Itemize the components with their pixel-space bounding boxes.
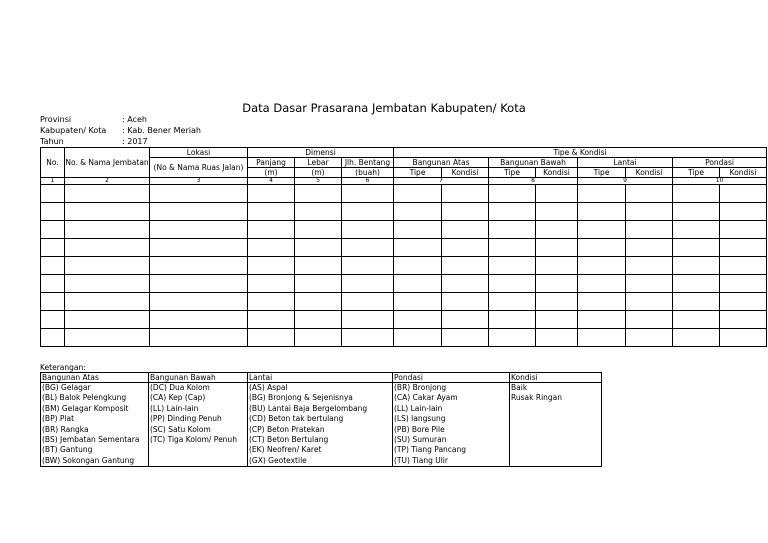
table-header-row bbox=[41, 148, 767, 158]
col-header-panjang-unit: (m) bbox=[248, 168, 295, 178]
table-cell bbox=[394, 203, 442, 221]
table-cell bbox=[578, 221, 626, 239]
meta-label: Tahun bbox=[40, 137, 64, 146]
table-cell bbox=[65, 329, 150, 347]
table-body bbox=[41, 185, 767, 347]
legend-lantai bbox=[248, 383, 393, 467]
legend-header: Bangunan Bawah bbox=[149, 373, 248, 383]
table-cell bbox=[536, 275, 578, 293]
table-row bbox=[41, 293, 767, 311]
table-cell bbox=[342, 239, 394, 257]
legend-item: (AS) Aspal bbox=[249, 383, 288, 392]
table-cell bbox=[65, 221, 150, 239]
col-header-kondisi: Kondisi bbox=[626, 168, 673, 178]
table-cell bbox=[394, 311, 442, 329]
table-cell bbox=[673, 185, 720, 203]
legend-item: (CA) Cakar Ayam bbox=[394, 393, 458, 403]
legend-item: (PB) Bore Pile bbox=[394, 424, 445, 434]
legend-item: (SC) Satu Kolom bbox=[150, 424, 211, 434]
keterangan-label: Keterangan: bbox=[40, 363, 86, 372]
table-cell bbox=[342, 329, 394, 347]
table-cell bbox=[578, 275, 626, 293]
table-cell bbox=[342, 293, 394, 311]
legend-item: (BS) Jembatan Sementara bbox=[42, 435, 140, 445]
table-cell bbox=[41, 221, 65, 239]
table-cell bbox=[41, 257, 65, 275]
table-cell bbox=[626, 275, 673, 293]
table-cell bbox=[673, 257, 720, 275]
table-cell bbox=[720, 221, 767, 239]
table-cell bbox=[394, 293, 442, 311]
table-row bbox=[41, 239, 767, 257]
table-cell bbox=[626, 329, 673, 347]
table-cell bbox=[41, 185, 65, 203]
col-header-pondasi: Pondasi bbox=[673, 158, 767, 168]
col-header-tipe: Tipe bbox=[578, 168, 626, 178]
meta-label: Kabupaten/ Kota bbox=[40, 126, 107, 135]
table-cell bbox=[41, 311, 65, 329]
table-row bbox=[41, 329, 767, 347]
legend-item: (SU) Sumuran bbox=[394, 435, 447, 445]
table-cell bbox=[150, 311, 248, 329]
legend-pondasi bbox=[393, 383, 510, 467]
table-cell bbox=[442, 329, 489, 347]
legend-item: (GX) Geotextile bbox=[249, 455, 307, 465]
table-cell bbox=[536, 329, 578, 347]
table-cell bbox=[673, 293, 720, 311]
table-row bbox=[41, 221, 767, 239]
legend-item: (TP) Tiang Pancang bbox=[394, 445, 467, 455]
legend-item: (PP) Dinding Penuh bbox=[150, 414, 222, 424]
table-cell bbox=[65, 257, 150, 275]
table-cell bbox=[673, 203, 720, 221]
table-cell bbox=[248, 293, 295, 311]
table-cell bbox=[536, 257, 578, 275]
table-cell bbox=[489, 275, 536, 293]
table-cell bbox=[489, 185, 536, 203]
legend-item: (TC) Tiga Kolom/ Penuh bbox=[150, 435, 237, 445]
table-cell bbox=[295, 257, 342, 275]
legend-item: (BP) Plat bbox=[42, 414, 75, 424]
col-header-bangunan-bawah: Bangunan Bawah bbox=[489, 158, 578, 168]
col-number: 7 bbox=[394, 178, 489, 185]
table-cell bbox=[673, 239, 720, 257]
meta-row-provinsi bbox=[40, 114, 201, 125]
table-cell bbox=[442, 239, 489, 257]
table-cell bbox=[720, 311, 767, 329]
table-row bbox=[41, 311, 767, 329]
legend-item: (CD) Beton tak bertulang bbox=[249, 414, 344, 424]
table-cell bbox=[720, 275, 767, 293]
table-cell bbox=[673, 275, 720, 293]
table-cell bbox=[442, 203, 489, 221]
table-cell bbox=[489, 221, 536, 239]
legend-item: (BM) Gelagar Komposit bbox=[42, 403, 129, 413]
table-cell bbox=[442, 293, 489, 311]
table-cell bbox=[342, 221, 394, 239]
table-cell bbox=[720, 257, 767, 275]
legend-body-row bbox=[41, 383, 602, 467]
table-cell bbox=[65, 293, 150, 311]
col-header-tipe-kondisi: Tipe & Kondisi bbox=[394, 148, 767, 158]
col-number: 5 bbox=[295, 178, 342, 185]
table-cell bbox=[342, 185, 394, 203]
table-cell bbox=[536, 185, 578, 203]
table-cell bbox=[442, 311, 489, 329]
col-number: 6 bbox=[342, 178, 394, 185]
table-cell bbox=[626, 185, 673, 203]
meta-row-kabupaten bbox=[40, 125, 201, 136]
meta-row-tahun bbox=[40, 136, 201, 147]
table-cell bbox=[295, 185, 342, 203]
table-cell bbox=[442, 221, 489, 239]
legend-item: (BU) Lantai Baja Bergelombang bbox=[249, 403, 368, 413]
table-cell bbox=[41, 239, 65, 257]
table-cell bbox=[150, 329, 248, 347]
table-cell bbox=[342, 311, 394, 329]
table-cell bbox=[41, 293, 65, 311]
legend-item: (BW) Sokongan Gantung bbox=[42, 455, 135, 465]
table-cell bbox=[489, 257, 536, 275]
table-cell bbox=[295, 275, 342, 293]
table-cell bbox=[626, 221, 673, 239]
col-header-lebar: Lebar bbox=[295, 158, 342, 168]
meta-label: Provinsi bbox=[40, 115, 72, 124]
col-header-bangunan-atas: Bangunan Atas bbox=[394, 158, 489, 168]
col-header-panjang: Panjang bbox=[248, 158, 295, 168]
table-cell bbox=[442, 275, 489, 293]
table-cell bbox=[394, 221, 442, 239]
table-cell bbox=[394, 329, 442, 347]
legend-bangunan-atas bbox=[41, 383, 149, 467]
table-cell bbox=[720, 203, 767, 221]
table-cell bbox=[626, 203, 673, 221]
table-cell bbox=[489, 329, 536, 347]
legend-item: (CT) Beton Bertulang bbox=[249, 435, 329, 445]
table-cell bbox=[248, 257, 295, 275]
table-cell bbox=[150, 221, 248, 239]
table-cell bbox=[626, 293, 673, 311]
column-number-row bbox=[41, 178, 767, 185]
table-cell bbox=[720, 329, 767, 347]
col-header-lokasi: Lokasi bbox=[150, 148, 248, 158]
table-cell bbox=[65, 185, 150, 203]
table-cell bbox=[342, 275, 394, 293]
col-number: 8 bbox=[489, 178, 578, 185]
col-header-lokasi-sub: (No & Nama Ruas Jalan) bbox=[150, 158, 248, 178]
col-header-tipe: Tipe bbox=[489, 168, 536, 178]
table-cell bbox=[65, 275, 150, 293]
legend-header-row bbox=[41, 373, 602, 383]
table-cell bbox=[342, 203, 394, 221]
bridge-data-table bbox=[40, 147, 767, 347]
legend-item: (BT) Gantung bbox=[42, 445, 93, 455]
legend-item: (BL) Balok Pelengkung bbox=[42, 393, 127, 403]
meta-info bbox=[40, 114, 201, 147]
col-header-nama-jembatan: No. & Nama Jembatan bbox=[65, 148, 150, 178]
legend-item: (BG) Bronjong & Sejenisnya bbox=[249, 393, 353, 403]
meta-value: : Aceh bbox=[122, 115, 147, 124]
col-number: 10 bbox=[673, 178, 767, 185]
col-header-bentang-unit: (buah) bbox=[342, 168, 394, 178]
table-cell bbox=[626, 257, 673, 275]
table-cell bbox=[626, 311, 673, 329]
table-cell bbox=[394, 275, 442, 293]
table-cell bbox=[394, 257, 442, 275]
table-cell bbox=[342, 257, 394, 275]
table-cell bbox=[578, 185, 626, 203]
table-cell bbox=[150, 293, 248, 311]
legend-bangunan-bawah bbox=[149, 383, 248, 467]
col-number: 9 bbox=[578, 178, 673, 185]
table-cell bbox=[394, 239, 442, 257]
table-cell bbox=[150, 257, 248, 275]
col-number: 3 bbox=[150, 178, 248, 185]
table-cell bbox=[536, 293, 578, 311]
col-number: 2 bbox=[65, 178, 150, 185]
legend-item: (BR) Bronjong bbox=[394, 383, 447, 392]
legend-item: (LL) Lain-lain bbox=[150, 403, 199, 413]
table-cell bbox=[673, 329, 720, 347]
table-cell bbox=[536, 239, 578, 257]
table-header-row bbox=[41, 158, 767, 168]
legend-header: Bangunan Atas bbox=[41, 373, 149, 383]
legend-header: Kondisi bbox=[510, 373, 602, 383]
table-cell bbox=[626, 239, 673, 257]
table-cell bbox=[41, 275, 65, 293]
legend-header: Lantai bbox=[248, 373, 393, 383]
table-cell bbox=[295, 293, 342, 311]
table-cell bbox=[65, 311, 150, 329]
table-row bbox=[41, 257, 767, 275]
page-title: Data Dasar Prasarana Jembatan Kabupaten/ Kota bbox=[242, 101, 526, 115]
table-cell bbox=[248, 185, 295, 203]
table-row bbox=[41, 185, 767, 203]
table-cell bbox=[295, 221, 342, 239]
table-cell bbox=[442, 257, 489, 275]
table-cell bbox=[536, 221, 578, 239]
table-cell bbox=[578, 311, 626, 329]
meta-value: : 2017 bbox=[122, 137, 148, 146]
col-header-kondisi: Kondisi bbox=[536, 168, 578, 178]
legend-kondisi bbox=[510, 383, 602, 467]
table-cell bbox=[65, 203, 150, 221]
meta-value: : Kab. Bener Meriah bbox=[122, 126, 201, 135]
legend-header: Pondasi bbox=[393, 373, 510, 383]
table-cell bbox=[295, 239, 342, 257]
table-cell bbox=[248, 221, 295, 239]
table-cell bbox=[673, 311, 720, 329]
col-number: 1 bbox=[41, 178, 65, 185]
table-cell bbox=[578, 329, 626, 347]
col-header-dimensi: Dimensi bbox=[248, 148, 394, 158]
legend-item: (DC) Dua Kolom bbox=[150, 383, 210, 392]
table-cell bbox=[578, 239, 626, 257]
table-cell bbox=[442, 185, 489, 203]
table-cell bbox=[578, 257, 626, 275]
table-cell bbox=[489, 293, 536, 311]
table-cell bbox=[578, 293, 626, 311]
table-cell bbox=[720, 185, 767, 203]
legend-item: Rusak Ringan bbox=[511, 393, 563, 403]
col-header-tipe: Tipe bbox=[394, 168, 442, 178]
col-header-lebar-unit: (m) bbox=[295, 168, 342, 178]
table-cell bbox=[295, 203, 342, 221]
table-cell bbox=[150, 239, 248, 257]
table-cell bbox=[150, 185, 248, 203]
legend-item: (CA) Kep (Cap) bbox=[150, 393, 206, 403]
legend-item: Baik bbox=[511, 383, 528, 392]
table-cell bbox=[489, 203, 536, 221]
table-cell bbox=[673, 221, 720, 239]
table-cell bbox=[489, 239, 536, 257]
table-cell bbox=[578, 203, 626, 221]
table-row bbox=[41, 203, 767, 221]
table-cell bbox=[720, 293, 767, 311]
table-cell bbox=[536, 311, 578, 329]
table-cell bbox=[248, 275, 295, 293]
table-cell bbox=[489, 311, 536, 329]
table-cell bbox=[295, 311, 342, 329]
table-cell bbox=[536, 203, 578, 221]
legend-item: (LL) Lain-lain bbox=[394, 403, 443, 413]
table-row bbox=[41, 275, 767, 293]
table-cell bbox=[295, 329, 342, 347]
legend-item: (LS) langsung bbox=[394, 414, 446, 424]
col-header-bentang: Jlh. Bentang bbox=[342, 158, 394, 168]
legend-table bbox=[40, 372, 602, 467]
table-cell bbox=[248, 239, 295, 257]
table-cell bbox=[248, 311, 295, 329]
legend-item: (BR) Rangka bbox=[42, 424, 89, 434]
table-cell bbox=[41, 329, 65, 347]
col-header-tipe: Tipe bbox=[673, 168, 720, 178]
table-cell bbox=[720, 239, 767, 257]
col-header-kondisi: Kondisi bbox=[720, 168, 767, 178]
legend-item: (CP) Beton Pratekan bbox=[249, 424, 325, 434]
col-number: 4 bbox=[248, 178, 295, 185]
table-cell bbox=[248, 203, 295, 221]
col-header-kondisi: Kondisi bbox=[442, 168, 489, 178]
table-cell bbox=[150, 275, 248, 293]
table-cell bbox=[65, 239, 150, 257]
table-cell bbox=[394, 185, 442, 203]
table-cell bbox=[150, 203, 248, 221]
col-header-no: No. bbox=[41, 148, 65, 178]
table-cell bbox=[41, 203, 65, 221]
table-cell bbox=[248, 329, 295, 347]
legend-item: (EK) Neofren/ Karet bbox=[249, 445, 322, 455]
col-header-lantai: Lantai bbox=[578, 158, 673, 168]
legend-item: (TU) Tiang Ulir bbox=[394, 455, 448, 465]
legend-item: (BG) Gelagar bbox=[42, 383, 91, 392]
